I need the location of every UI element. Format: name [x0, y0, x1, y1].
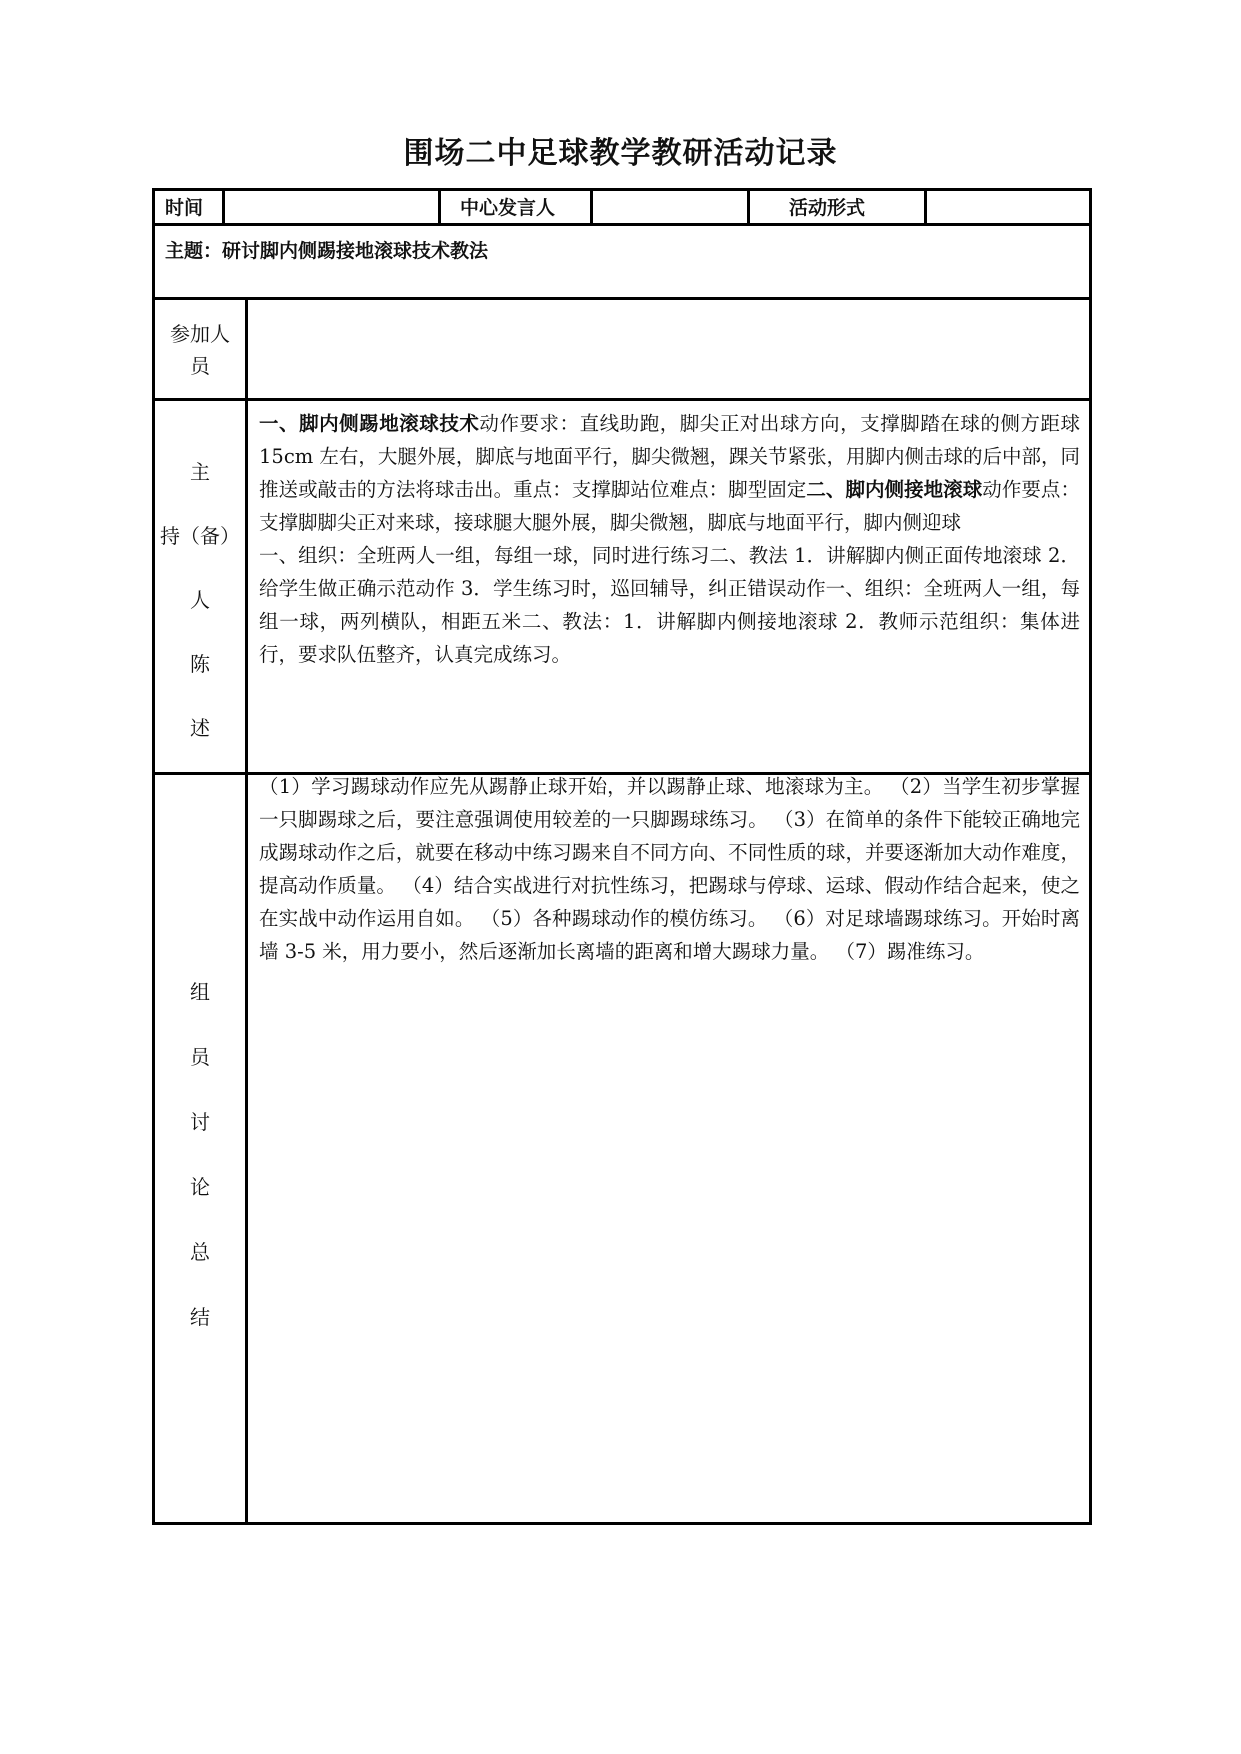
time-value[interactable]	[232, 193, 432, 219]
discussion-label-char: 总	[190, 1240, 210, 1264]
host-statement-label	[155, 440, 245, 760]
topic-text: 研讨脚内侧踢接地滚球技术教法	[222, 240, 489, 262]
discussion-label-char: 组	[190, 980, 210, 1004]
row-divider-header	[152, 223, 1092, 226]
part1-text: 动作要求：直线助跑，脚尖正对出球方向，支撑脚踏在球的侧方距球 15cm 左右，大腿外展，脚底与地面平行，脚尖微翘，踝关节紧张，用脚内侧击球的后中部，同推送或敲击的方法将球击出。重点：支撑脚站位难点：脚型固定	[259, 412, 1080, 501]
table-border-top	[152, 188, 1092, 191]
participants-value[interactable]	[256, 305, 1081, 390]
part2-heading: 二、脚内侧接地滚球	[806, 478, 983, 501]
activity-form-value[interactable]	[934, 193, 1084, 219]
discussion-text: （1）学习踢球动作应先从踢静止球开始，并以踢静止球、地滚球为主。 （2）当学生初步掌握一只脚踢球之后，要注意强调使用较差的一只脚踢球练习。 （3）在简单的条件下能较正确地完成踢球动作之后，就要在移动中练习踢来自不同方向、不同性质的球，并要逐渐加大动作难度，提高动作质量。 （4）结合实战进行对抗性练习，把踢球与停球、运球、假动作结合起来，使之在实战中动作运用自如。 （5）各种踢球动作的模仿练习。 （6）对足球墙踢球练习。开始时离墙 3-5 米，用力要小，然后逐渐加长离墙的距离和增大踢球力量。 （7）踢准练习。	[259, 775, 1080, 963]
part2-text: 动作要点：支撑脚脚尖正对来球，接球腿大腿外展，脚尖微翘，脚底与地面平行，脚内侧迎球	[259, 478, 1080, 534]
header-col-divider-5	[924, 188, 927, 225]
header-col-divider-1	[222, 188, 225, 225]
topic-label: 主题：	[165, 240, 223, 262]
speaker-label: 中心发言人	[460, 197, 556, 219]
discussion-label-char: 论	[190, 1175, 210, 1199]
part1-heading: 一、脚内侧踢地滚球技术	[259, 412, 480, 435]
activity-form-label: 活动形式	[789, 197, 866, 219]
label-col-divider	[245, 297, 248, 1525]
row-divider-participants	[152, 398, 1092, 401]
row-divider-topic	[152, 297, 1092, 300]
time-label: 时间	[165, 197, 204, 219]
host-label-char: 主	[190, 460, 210, 484]
discussion-label-char: 讨	[190, 1110, 210, 1134]
participants-label	[155, 318, 245, 382]
header-col-divider-4	[747, 188, 750, 225]
header-col-divider-3	[590, 188, 593, 225]
discussion-label-char: 结	[190, 1305, 210, 1329]
discussion-label-char: 员	[190, 1045, 210, 1069]
table-border-right	[1089, 188, 1092, 1525]
participants-label-line1: 参加人	[170, 322, 230, 346]
participants-label-line2: 员	[190, 354, 210, 378]
document-title: 围场二中足球教学教研活动记录	[403, 136, 838, 171]
topic-line	[165, 236, 488, 263]
discussion-label	[155, 960, 245, 1350]
speaker-value[interactable]	[600, 193, 740, 219]
header-col-divider-2	[438, 188, 441, 225]
host-label-char: 述	[190, 716, 210, 740]
host-statement-text	[259, 407, 1080, 671]
host-label-char: 持（备）	[160, 524, 240, 548]
host-label-char: 人	[190, 588, 210, 612]
host-label-char: 陈	[190, 652, 210, 676]
table-border-bottom	[152, 1522, 1092, 1525]
part3-text: 一、组织：全班两人一组，每组一球，同时进行练习二、教法 1．讲解脚内侧正面传地滚球 2．给学生做正确示范动作 3．学生练习时，巡回辅导，纠正错误动作一、组织：全班两人一组，每组一球，两列横队，相距五米二、教法：1．讲解脚内侧接地滚球 2．教师示范组织：集体进行，要求队伍整齐，认真完成练习。	[259, 544, 1080, 666]
